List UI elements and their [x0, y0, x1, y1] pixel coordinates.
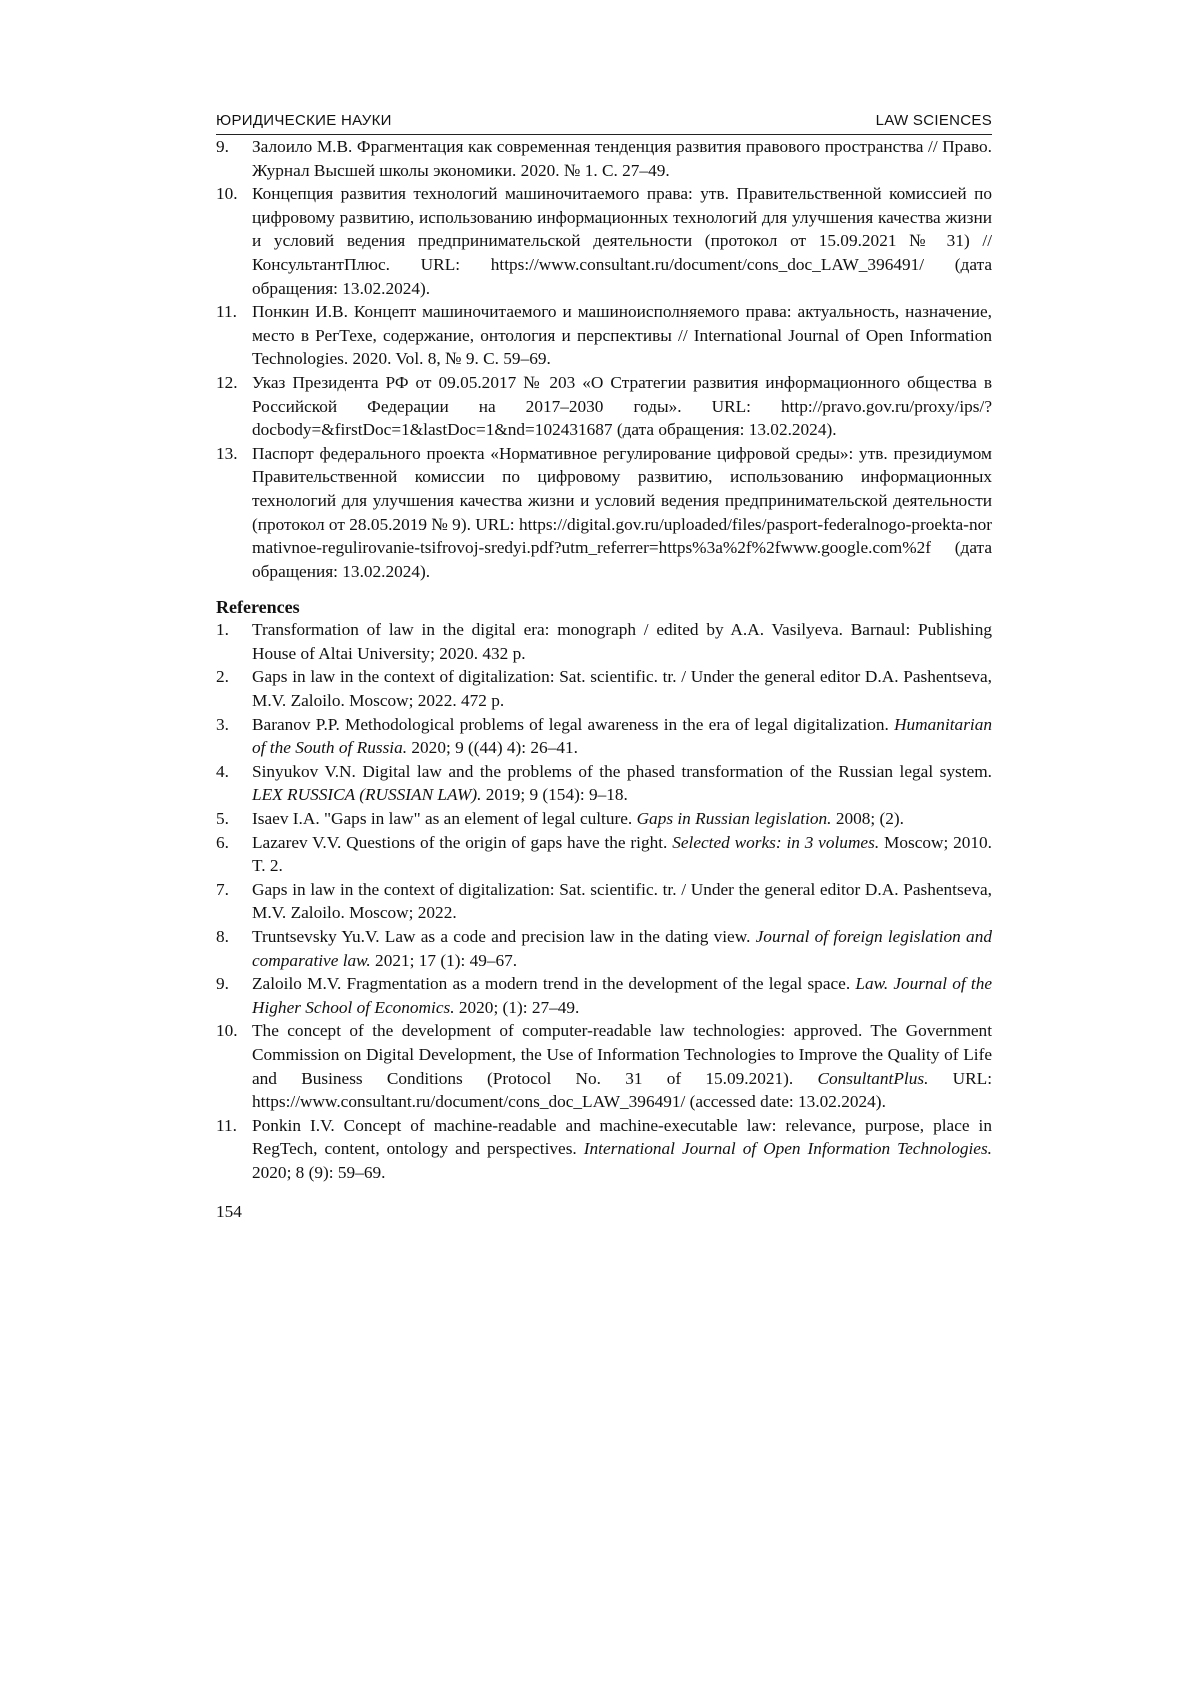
item-text: Sinyukov V.N. Digital law and the problems of the phased transformation of the Russian legal system. [252, 762, 992, 781]
item-text: Gaps in law in the context of digitalization: Sat. scientific. tr. / Under the general editor D.A. Pashentseva, M.V. Zaloilo. Moscow; 2022. 472 p. [252, 667, 992, 710]
references-heading: References [216, 597, 992, 618]
item-text: Gaps in law in the context of digitalization: Sat. scientific. tr. / Under the general editor D.A. Pashentseva, M.V. Zaloilo. Moscow; 2022. [252, 880, 992, 923]
item-number: 7. [216, 878, 229, 902]
item-number: 9. [216, 135, 229, 159]
item-number: 6. [216, 831, 229, 855]
item-text: Указ Президента РФ от 09.05.2017 № 203 «О Стратегии развития информационного общества в Российской Федерации на 2017–2030 годы». URL: http://pravo.gov.ru/proxy/ips/?docbody=&firstDoc=1&lastDoc=1&nd=102431687 (дата обращения: 13.02.2024). [252, 373, 992, 439]
source-title: Gaps in Russian legislation. [637, 809, 832, 828]
source-title: ConsultantPlus. [817, 1069, 928, 1088]
item-number: 10. [216, 1019, 238, 1043]
item-number: 10. [216, 182, 238, 206]
list-item [216, 665, 992, 712]
item-tail: Moscow; 2010. T. 2. [252, 833, 992, 876]
header-section-en: LAW SCIENCES [876, 112, 992, 129]
item-tail: 2020; 9 ((44) 4): 26–41. [411, 738, 578, 757]
list-item [216, 807, 992, 831]
item-number: 11. [216, 300, 237, 324]
item-number: 1. [216, 618, 229, 642]
list-item [216, 182, 992, 300]
item-tail: URL: https://www.consultant.ru/document/cons_doc_LAW_396491/ (accessed date: 13.02.2024). [252, 1069, 992, 1112]
header-section-ru: ЮРИДИЧЕСКИЕ НАУКИ [216, 112, 392, 129]
item-text: Baranov P.P. Methodological problems of legal awareness in the era of legal digitalization. [252, 715, 889, 734]
english-reference-list [216, 618, 992, 1184]
source-title: Law. Journal of the Higher School of Economics. [252, 974, 992, 1017]
list-item [216, 442, 992, 584]
page-number: 154 [216, 1202, 992, 1222]
list-item [216, 831, 992, 878]
item-text: Lazarev V.V. Questions of the origin of gaps have the right. [252, 833, 667, 852]
list-item [216, 760, 992, 807]
item-tail: 2008; (2). [836, 809, 904, 828]
source-title: Humanitarian of the South of Russia. [252, 715, 992, 758]
item-number: 4. [216, 760, 229, 784]
list-item [216, 925, 992, 972]
page [216, 112, 992, 1222]
russian-reference-list [216, 135, 992, 583]
list-item [216, 371, 992, 442]
item-number: 5. [216, 807, 229, 831]
list-item [216, 713, 992, 760]
source-title: LEX RUSSICA (RUSSIAN LAW). [252, 785, 481, 804]
item-text: Truntsevsky Yu.V. Law as a code and precision law in the dating view. [252, 927, 750, 946]
item-text: Паспорт федерального проекта «Нормативное регулирование цифровой среды»: утв. президиумом Правительственной комиссии по цифровому развитию, использованию информационных технологий для улучшения качества жизни и условий ведения предпринимательской деятельности (протокол от 28.05.2019 № 9). URL: [252, 444, 992, 534]
list-item [216, 1019, 992, 1113]
running-header [216, 112, 992, 135]
item-text: Понкин И.В. Концепт машиночитаемого и машиноисполняемого права: актуальность, назначение, место в РегТехе, содержание, онтология и перспективы // International Journal of Open Information Technologies. 2020. Vol. 8, № 9. С. 59–69. [252, 302, 992, 368]
item-text: Концепция развития технологий машиночитаемого права: утв. Правительственной комиссией по цифровому развитию, использованию информационных технологий для улучшения качества жизни и условий ведения предпринимательской деятельности (протокол от 15.09.2021 № 31) // КонсультантПлюс. URL: https://www.consultant.ru/document/cons_doc_LAW_396491/ (дата обращения: 13.02.2024). [252, 184, 992, 297]
source-title: Selected works: in 3 volumes. [672, 833, 879, 852]
list-item [216, 135, 992, 182]
item-tail: (дата обращения: 13.02.2024). [252, 538, 992, 581]
item-text: The concept of the development of computer-readable law technologies: approved. The Government Commission on Digital Development, the Use of Information Technologies to Improve the Quality of Life and Business Conditions (Protocol No. 31 of 15.09.2021). [252, 1021, 992, 1087]
list-item [216, 1114, 992, 1185]
list-item [216, 300, 992, 371]
item-tail: 2020; (1): 27–49. [459, 998, 579, 1017]
item-number: 12. [216, 371, 238, 395]
item-number: 2. [216, 665, 229, 689]
item-text: Isaev I.A. "Gaps in law" as an element of legal culture. [252, 809, 632, 828]
item-tail: 2019; 9 (154): 9–18. [486, 785, 628, 804]
list-item [216, 618, 992, 665]
item-number: 13. [216, 442, 238, 466]
item-text: Ponkin I.V. Concept of machine-readable and machine-executable law: relevance, purpose, place in RegTech, content, ontology and perspectives. [252, 1116, 992, 1159]
source-title: Journal of foreign legislation and comparative law. [252, 927, 992, 970]
item-number: 9. [216, 972, 229, 996]
item-text: Zaloilo M.V. Fragmentation as a modern trend in the development of the legal space. [252, 974, 850, 993]
item-tail: 2021; 17 (1): 49–67. [375, 951, 517, 970]
item-text: Transformation of law in the digital era: monograph / edited by A.A. Vasilyeva. Barnaul: Publishing House of Altai University; 2020. 432 p. [252, 620, 992, 663]
item-number: 8. [216, 925, 229, 949]
item-number: 3. [216, 713, 229, 737]
item-number: 11. [216, 1114, 237, 1138]
list-item [216, 972, 992, 1019]
list-item [216, 878, 992, 925]
item-text: Залоило М.В. Фрагментация как современная тенденция развития правового пространства // Право. Журнал Высшей школы экономики. 2020. № 1. С. 27–49. [252, 137, 992, 180]
item-tail: 2020; 8 (9): 59–69. [252, 1163, 385, 1182]
source-title: International Journal of Open Information Technologies. [584, 1139, 992, 1158]
reference-url[interactable]: https://digital.gov.ru/uploaded/files/pasport-federalnogo-proekta-normativnoe-regulirovanie-tsifrovoj-sredyi.pdf?utm_referrer=https%3a%2f%2fwww.google.com%2f [252, 515, 992, 558]
